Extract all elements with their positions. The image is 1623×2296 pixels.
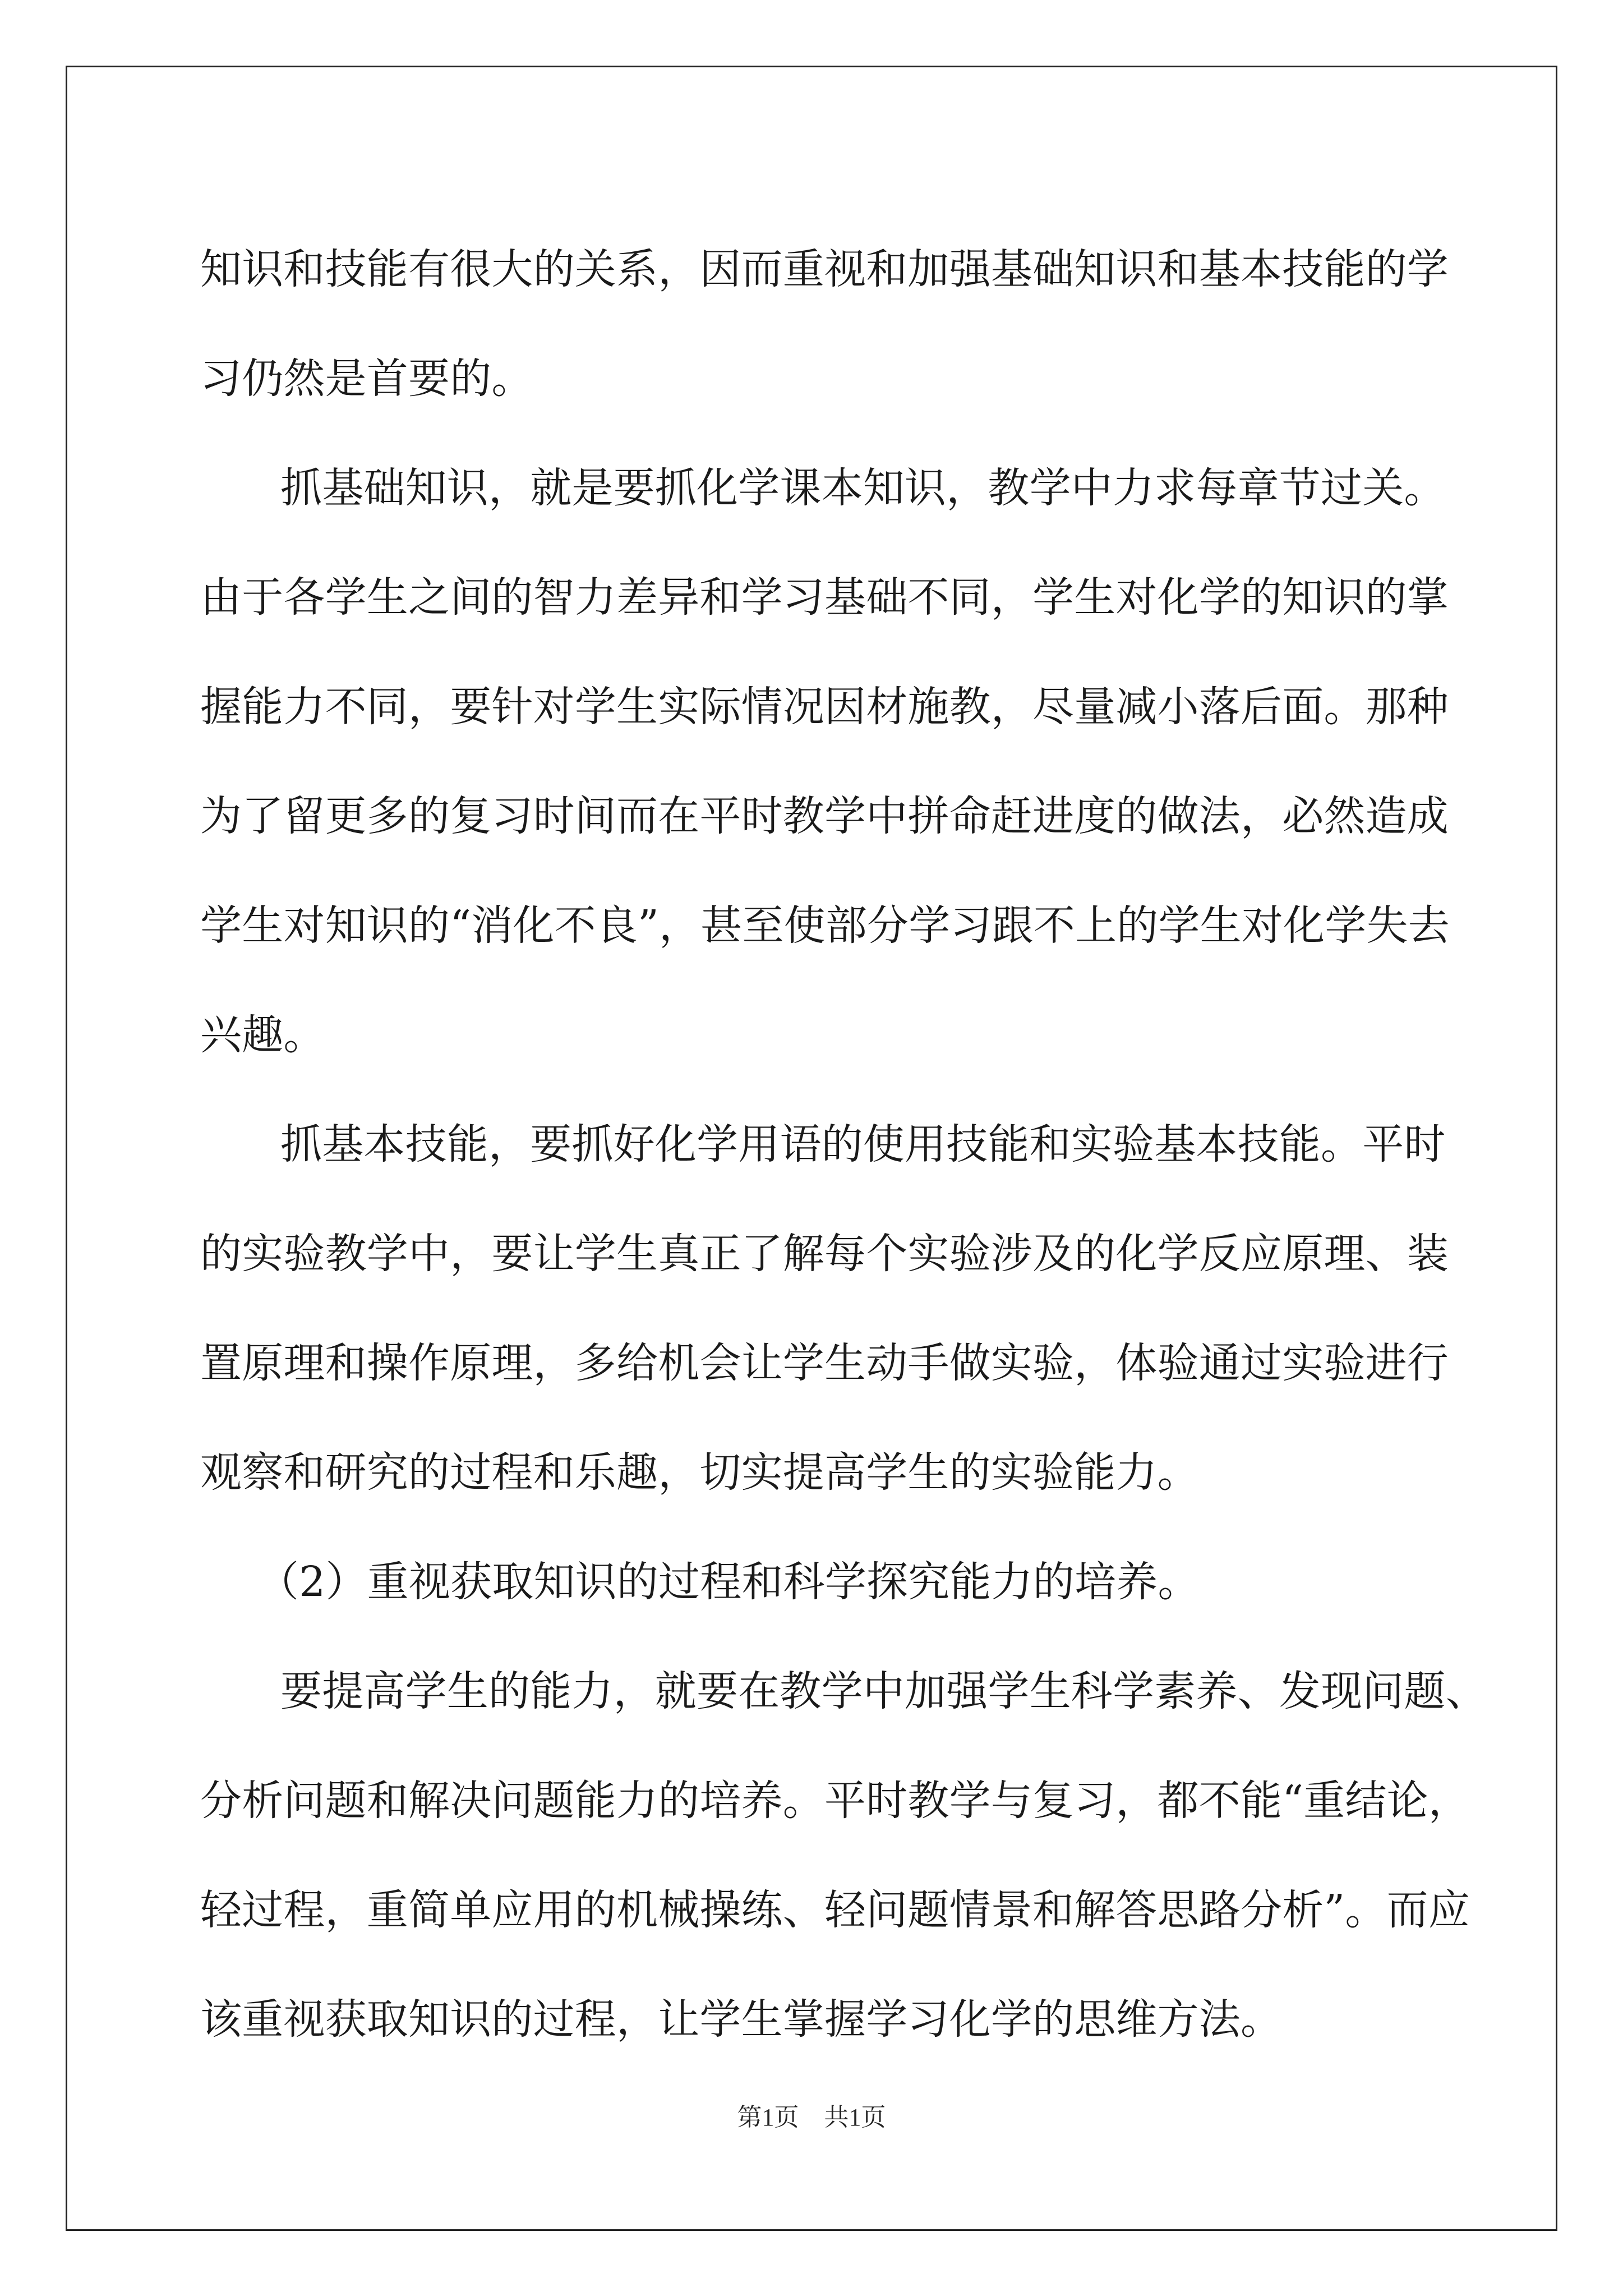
text-line: 握能力不同，要针对学生实际情况因材施教，尽量减小落后面。那种 — [200, 683, 1449, 731]
text-line: 观察和研究的过程和乐趣，切实提高学生的实验能力。 — [200, 1448, 1199, 1497]
text-line: 分析问题和解决问题能力的培养。平时教学与复习，都不能“重结论， — [200, 1777, 1470, 1825]
paragraph-start-line: 抓基本技能，要抓好化学用语的使用技能和实验基本技能。平时 — [280, 1120, 1446, 1168]
text-line: 为了留更多的复习时间而在平时教学中拼命赶进度的做法，必然造成 — [200, 792, 1449, 840]
document-body — [200, 215, 1487, 2074]
text-line: 轻过程，重简单应用的机械操练、轻问题情景和解答思路分析”。而应 — [200, 1886, 1470, 1934]
section-heading-line: （2）重视获取知识的过程和科学探究能力的培养。 — [257, 1558, 1200, 1606]
text-line: 由于各学生之间的智力差异和学习基础不同，学生对化学的知识的掌 — [200, 573, 1449, 622]
text-line: 兴趣。 — [200, 1011, 325, 1059]
text-line: 学生对知识的“消化不良”，甚至使部分学习跟不上的学生对化学失去 — [200, 901, 1450, 950]
text-line: 该重视获取知识的过程，让学生掌握学习化学的思维方法。 — [200, 1995, 1283, 2044]
text-line: 的实验教学中，要让学生真正了解每个实验涉及的化学反应原理、装 — [200, 1230, 1449, 1278]
paragraph-start-line: 抓基础知识，就是要抓化学课本知识，教学中力求每章节过关。 — [280, 464, 1446, 512]
page-footer — [0, 2101, 1623, 2134]
text-line: 知识和技能有很大的关系，因而重视和加强基础知识和基本技能的学 — [200, 245, 1449, 293]
page-number: 第1页 — [737, 2104, 799, 2131]
paragraph-start-line: 要提高学生的能力，就要在教学中加强学生科学素养、发现问题、 — [280, 1667, 1487, 1715]
text-line: 习仍然是首要的。 — [200, 355, 533, 403]
text-line: 置原理和操作原理，多给机会让学生动手做实验，体验通过实验进行 — [200, 1339, 1449, 1387]
page-total: 共1页 — [824, 2104, 886, 2131]
